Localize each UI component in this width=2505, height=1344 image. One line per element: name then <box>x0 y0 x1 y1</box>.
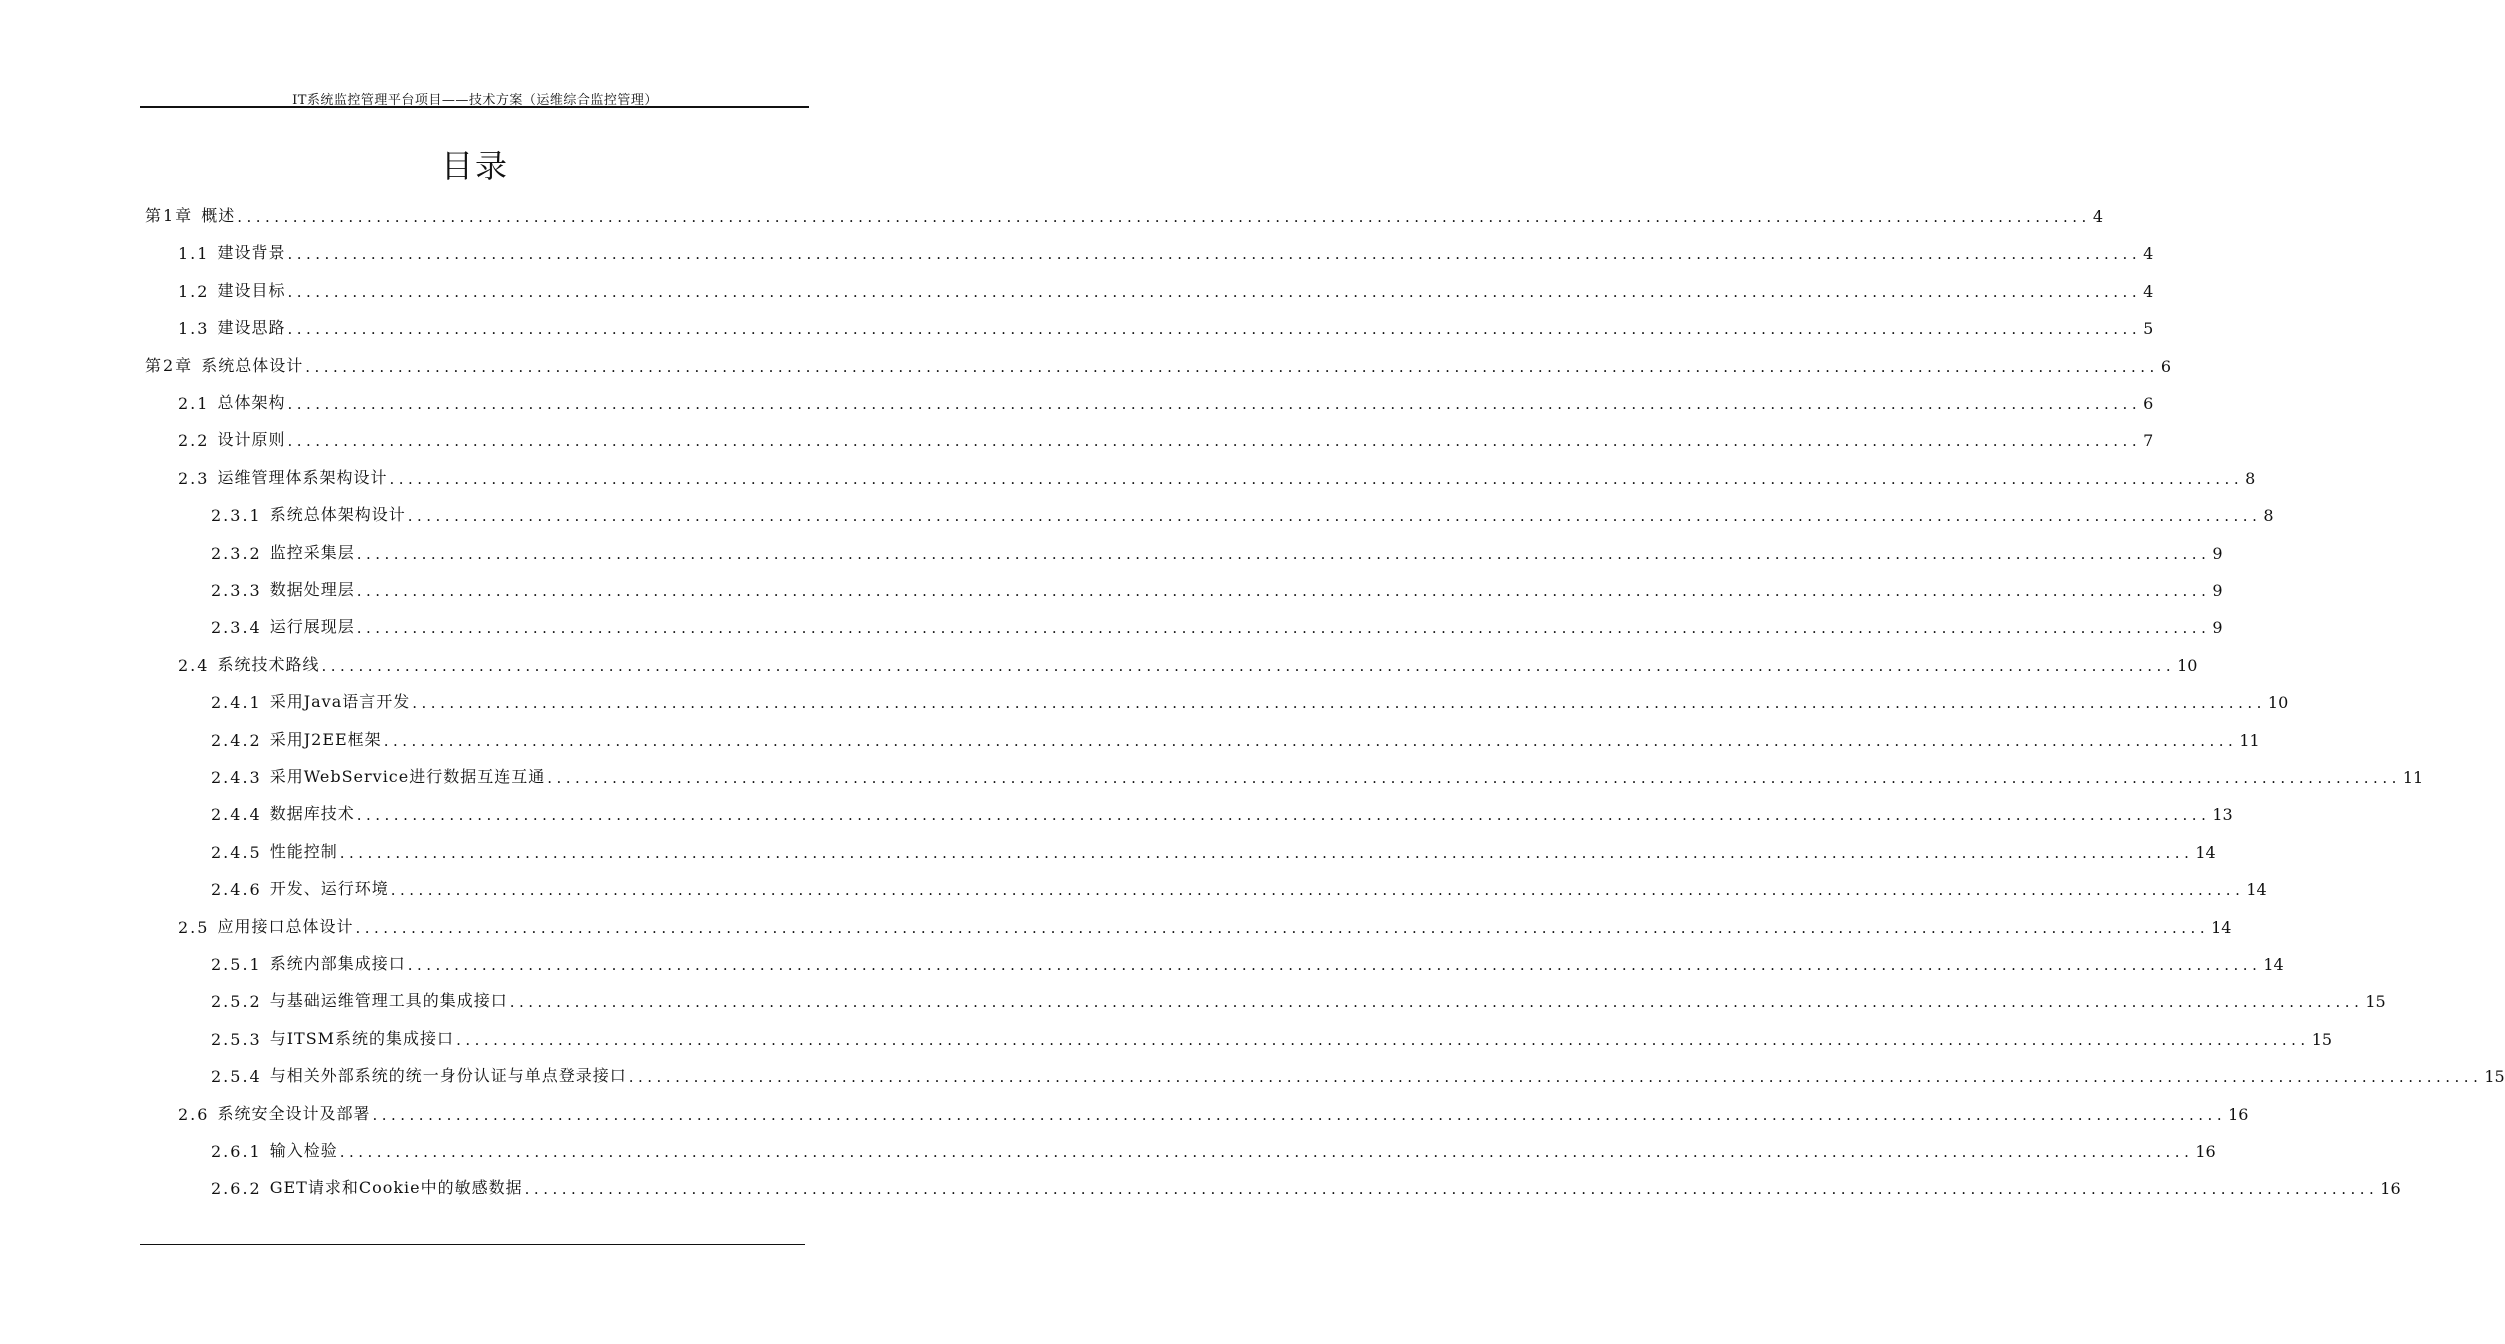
toc-entry-number: 2.4.5 <box>211 842 262 862</box>
toc-entry-number: 2.6 <box>178 1104 210 1124</box>
toc-entry[interactable] <box>178 913 2232 937</box>
toc-dot-leader: ........................................................................................................................................................................................................ <box>287 320 2142 339</box>
toc-entry-page: 14 <box>2263 955 2284 974</box>
toc-entry-page: 14 <box>2246 880 2267 900</box>
toc-entry-label: 系统内部集成接口 <box>269 954 406 973</box>
toc-dot-leader: ........................................................................................................................................................................................................ <box>628 1068 2483 1087</box>
toc-entry-label: 系统总体架构设计 <box>269 505 406 525</box>
toc-entry-page: 5 <box>2143 319 2154 339</box>
toc-dot-leader: ........................................................................................................................................................................................................ <box>456 1030 2310 1049</box>
page-header-title: IT系统监控管理平台项目——技术方案（运维综合监控管理） <box>292 93 658 108</box>
toc-entry-number: 2.5.1 <box>211 955 262 974</box>
toc-entry[interactable] <box>211 987 2386 1012</box>
toc-dot-leader: ........................................................................................................................................................................................................ <box>321 656 2176 675</box>
toc-entry-number: 2.5.4 <box>211 1067 262 1087</box>
toc-entry-number: 2.3.1 <box>211 506 262 526</box>
toc-entry-page: 16 <box>2195 1142 2216 1161</box>
toc-dot-leader: ........................................................................................................................................................................................................ <box>372 1105 2227 1124</box>
toc-entry[interactable] <box>145 352 2172 376</box>
toc-entry-number: 2.2 <box>178 431 210 451</box>
toc-entry-number: 1.3 <box>178 319 210 339</box>
toc-entry-label: 采用J2EE框架 <box>269 729 382 749</box>
toc-entry-number: 2.4.6 <box>211 880 262 900</box>
toc-entry-page: 4 <box>2143 281 2154 301</box>
toc-entry[interactable] <box>211 688 2289 713</box>
toc-entry-number: 2.6.1 <box>211 1142 262 1161</box>
toc-dot-leader: ........................................................................................................................................................................................................ <box>509 993 2364 1012</box>
toc-entry[interactable] <box>211 1062 2505 1087</box>
toc-entry[interactable] <box>211 1137 2216 1161</box>
toc-entry-page: 9 <box>2212 581 2223 600</box>
toc-entry-number: 2.4.2 <box>211 730 262 750</box>
toc-dot-leader: ........................................................................................................................................................................................................ <box>356 619 2211 638</box>
toc-entry-page: 9 <box>2212 543 2223 563</box>
toc-entry[interactable] <box>211 726 2260 750</box>
toc-entry[interactable] <box>211 1025 2333 1049</box>
toc-entry[interactable] <box>178 277 2154 301</box>
toc-entry-label: 建设目标 <box>217 280 286 300</box>
toc-entry-page: 8 <box>2245 468 2256 488</box>
toc-entry-number: 第2章 <box>145 355 194 375</box>
toc-dot-leader: ........................................................................................................................................................................................................ <box>356 544 2211 563</box>
toc-entry-page: 16 <box>2228 1104 2249 1124</box>
toc-entry-page: 11 <box>2239 730 2260 750</box>
toc-entry-label: 数据处理层 <box>269 580 355 599</box>
toc-entry-label: 与基础运维管理工具的集成接口 <box>269 991 508 1011</box>
toc-entry-label: 建设背景 <box>217 243 286 263</box>
toc-entry-number: 2.4 <box>178 655 210 675</box>
toc-dot-leader: ........................................................................................................................................................................................................ <box>356 582 2211 600</box>
toc-entry-page: 6 <box>2143 394 2154 413</box>
toc-dot-leader: ........................................................................................................................................................................................................ <box>339 1143 2194 1161</box>
toc-entry[interactable] <box>211 875 2267 900</box>
toc-entry-number: 2.3 <box>178 468 210 488</box>
toc-dot-leader: ........................................................................................................................................................................................................ <box>339 843 2194 862</box>
toc-entry-page: 16 <box>2380 1179 2401 1199</box>
toc-entry-page: 4 <box>2143 244 2154 264</box>
toc-entry-page: 10 <box>2177 655 2198 675</box>
toc-dot-leader: ........................................................................................................................................................................................................ <box>287 432 2142 451</box>
toc-dot-leader: ........................................................................................................................................................................................................ <box>287 245 2142 264</box>
toc-entry-label: 建设思路 <box>217 318 286 338</box>
toc-entry-label: 采用Java语言开发 <box>269 692 411 712</box>
toc-entry-label: 数据库技术 <box>269 804 355 824</box>
toc-entry-page: 15 <box>2311 1029 2333 1049</box>
toc-entry-label: 监控采集层 <box>269 542 355 562</box>
toc-entry-label: 总体架构 <box>217 393 286 412</box>
toc-dot-leader: ........................................................................................................................................................................................................ <box>389 469 2244 488</box>
toc-title: 目录 <box>440 147 509 185</box>
toc-dot-leader: ........................................................................................................................................................................................................ <box>287 395 2142 413</box>
toc-entry[interactable] <box>211 501 2274 526</box>
toc-entry-number: 2.6.2 <box>211 1179 262 1199</box>
toc-dot-leader: ........................................................................................................................................................................................................ <box>355 918 2210 937</box>
toc-entry[interactable] <box>178 314 2154 339</box>
toc-entry[interactable] <box>145 202 2104 226</box>
toc-dot-leader: ........................................................................................................................................................................................................ <box>547 769 2401 787</box>
toc-entry-number: 1.1 <box>178 244 210 264</box>
toc-entry[interactable] <box>178 651 2198 675</box>
toc-dot-leader: ........................................................................................................................................................................................................ <box>412 694 2266 713</box>
toc-entry-number: 2.5 <box>178 917 210 937</box>
toc-entry-number: 2.3.3 <box>211 581 262 600</box>
toc-dot-leader: ........................................................................................................................................................................................................ <box>305 357 2159 376</box>
toc-dot-leader: ........................................................................................................................................................................................................ <box>524 1180 2379 1199</box>
toc-dot-leader: ........................................................................................................................................................................................................ <box>407 956 2262 974</box>
toc-dot-leader: ........................................................................................................................................................................................................ <box>390 881 2245 900</box>
toc-dot-leader: ........................................................................................................................................................................................................ <box>287 282 2142 301</box>
toc-entry-label: 应用接口总体设计 <box>217 916 354 936</box>
toc-entry-label: 开发、运行环境 <box>269 879 389 899</box>
toc-entry-label: 采用WebService进行数据互连互通 <box>269 767 546 786</box>
toc-entry-number: 2.3.4 <box>211 618 262 638</box>
toc-entry-number: 第1章 <box>145 206 194 225</box>
toc-entry[interactable] <box>211 539 2223 563</box>
toc-entry-label: 输入检验 <box>269 1141 338 1160</box>
toc-entry[interactable] <box>211 800 2233 825</box>
toc-entry[interactable] <box>178 389 2154 413</box>
toc-entry-page: 13 <box>2212 805 2233 825</box>
toc-entry-page: 14 <box>2195 842 2216 862</box>
toc-entry-page: 6 <box>2160 356 2172 376</box>
toc-entry-page: 15 <box>2365 992 2386 1012</box>
toc-entry-label: 系统技术路线 <box>217 654 320 674</box>
toc-entry-label: 运维管理体系架构设计 <box>217 467 388 487</box>
toc-entry[interactable] <box>211 763 2424 787</box>
toc-dot-leader: ........................................................................................................................................................................................................ <box>407 507 2262 526</box>
toc-entry-page: 7 <box>2143 431 2154 451</box>
toc-entry-label: 系统安全设计及部署 <box>217 1103 371 1123</box>
toc-entry[interactable] <box>211 1174 2401 1199</box>
footer-divider <box>140 1244 805 1245</box>
header-divider <box>140 106 809 108</box>
toc-entry-page: 14 <box>2211 917 2232 937</box>
toc-entry-label: 系统总体设计 <box>201 355 304 375</box>
toc-entry-number: 2.1 <box>178 394 210 413</box>
toc-entry[interactable] <box>211 838 2216 862</box>
toc-entry-page: 9 <box>2212 618 2223 638</box>
toc-entry[interactable] <box>178 464 2256 488</box>
toc-entry-label: 与ITSM系统的集成接口 <box>269 1028 455 1048</box>
toc-entry[interactable] <box>178 426 2154 451</box>
toc-entry-page: 4 <box>2092 207 2104 226</box>
toc-entry-label: GET请求和Cookie中的敏感数据 <box>269 1178 523 1198</box>
toc-entry-number: 2.4.3 <box>211 768 262 787</box>
toc-entry-number: 1.2 <box>178 281 210 301</box>
toc-entry[interactable] <box>178 239 2154 264</box>
toc-entry-label: 性能控制 <box>269 841 338 861</box>
toc-entry-label: 运行展现层 <box>269 617 355 637</box>
toc-entry[interactable] <box>211 613 2223 638</box>
toc-entry-label: 与相关外部系统的统一身份认证与单点登录接口 <box>269 1066 627 1086</box>
toc-entry[interactable] <box>211 950 2284 974</box>
toc-entry-number: 2.5.3 <box>211 1029 262 1049</box>
toc-entry[interactable] <box>178 1100 2249 1124</box>
toc-entry-page: 11 <box>2402 768 2424 787</box>
toc-entry-number: 2.3.2 <box>211 543 262 563</box>
toc-entry-number: 2.4.4 <box>211 805 262 825</box>
toc-dot-leader: ........................................................................................................................................................................................................ <box>237 208 2091 226</box>
toc-entry-page: 15 <box>2484 1067 2505 1087</box>
toc-entry-number: 2.5.2 <box>211 992 262 1012</box>
toc-entry-page: 10 <box>2267 693 2289 713</box>
toc-entry-label: 概述 <box>201 206 236 225</box>
toc-dot-leader: ........................................................................................................................................................................................................ <box>383 731 2238 750</box>
toc-entry[interactable] <box>211 576 2223 600</box>
toc-entry-number: 2.4.1 <box>211 693 262 713</box>
toc-entry-label: 设计原则 <box>217 430 286 450</box>
toc-entry-page: 8 <box>2263 506 2274 526</box>
toc-dot-leader: ........................................................................................................................................................................................................ <box>356 806 2211 825</box>
